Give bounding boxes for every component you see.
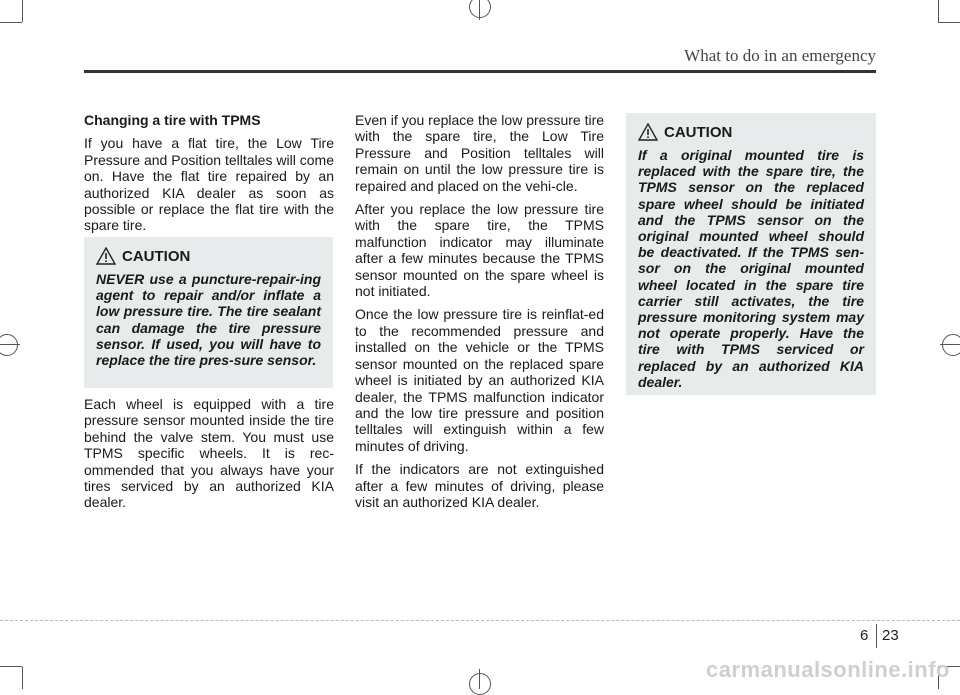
left-paragraph-1: If you have a flat tire, the Low Tire Pressure and Position telltales will come on. Have the flat tire repaired by an authorized KIA dealer as soon as possible or replace the flat tire with the spare tire. — [84, 135, 334, 234]
caution-box-left — [84, 237, 333, 388]
registration-line-bottom — [479, 669, 480, 689]
left-column — [84, 112, 334, 241]
crop-mark-top-right — [938, 0, 939, 22]
watermark: carmanualsonline.info — [706, 657, 950, 682]
middle-paragraph-1: Even if you replace the low pressure tire with the spare tire, the Low Tire Pressure and Position telltales will remain on until the low pressure tire is repaired and placed on the vehi-cle. — [355, 112, 605, 194]
crop-mark-top-left-h — [0, 22, 22, 23]
registration-mark-top — [469, 0, 491, 18]
middle-column — [355, 112, 604, 517]
middle-paragraph-4: If the indicators are not extinguished after a few minutes of driving, please visit an authorized KIA dealer. — [355, 461, 604, 510]
crop-mark-bottom-left — [22, 667, 23, 689]
page-number: 23 — [882, 627, 899, 644]
left-column-lower — [84, 396, 334, 518]
header-rule — [84, 70, 876, 73]
caution-label-left: CAUTION — [122, 247, 191, 265]
footer-rule — [0, 620, 960, 621]
registration-mark-bottom — [469, 673, 491, 695]
crop-mark-bottom-left-h — [0, 666, 22, 667]
registration-line-right — [940, 344, 960, 345]
crop-mark-top-left — [22, 0, 23, 22]
caution-box-right — [626, 113, 876, 395]
chapter-number: 6 — [860, 627, 869, 644]
page-number-divider — [876, 624, 877, 648]
registration-line-top — [479, 0, 480, 20]
caution-heading-left — [96, 247, 321, 265]
middle-paragraph-2: After you replace the low pressure tire with the spare tire, the TPMS malfunction indicator may illuminate after a few minutes because the TPMS sensor mounted on the spare wheel is not initiated. — [355, 201, 604, 300]
registration-mark-left — [0, 334, 18, 356]
left-paragraph-2: Each wheel is equipped with a tire pressure sensor mounted inside the tire behind the valve stem. You must use TPMS specific wheels. It is rec-ommended that you always have your tires serviced by an authorized KIA dealer. — [84, 396, 334, 511]
registration-mark-right — [942, 334, 960, 356]
caution-text-right: If a original mounted tire is replaced with the spare tire, the TPMS sensor on the replaced spare wheel should be initiated and the TPMS sensor on the original mounted wheel should be deactivated. If the TPMS sen-sor on the original mounted wheel located in the spare tire carrier still activates, the tire pressure monitoring system may not operate properly. Have the tire with TPMS serviced or replaced by an authorized KIA dealer. — [638, 147, 864, 390]
section-title: What to do in an emergency — [684, 46, 876, 65]
registration-line-left — [0, 344, 20, 345]
crop-mark-top-right-h — [938, 22, 960, 23]
caution-heading-right — [638, 123, 864, 141]
middle-paragraph-3: Once the low pressure tire is reinflat-ed to the recommended pressure and installed on the vehicle or the TPMS sensor mounted on the replaced spare wheel is initiated by an authorized KIA dealer, the TPMS malfunction indicator and the low tire pressure and position telltales will extinguish within a few minutes of driving. — [355, 306, 604, 454]
caution-text-left: NEVER use a puncture-repair-ing agent to repair and/or inflate a low pressure tire. The tire sealant can damage the tire pressure sensor. If used, you will have to replace the tire pres-sure sensor. — [96, 271, 321, 369]
warning-triangle-icon — [96, 247, 116, 265]
caution-label-right: CAUTION — [664, 123, 733, 141]
section-heading: Changing a tire with TPMS — [84, 112, 261, 128]
warning-triangle-icon — [638, 123, 658, 141]
